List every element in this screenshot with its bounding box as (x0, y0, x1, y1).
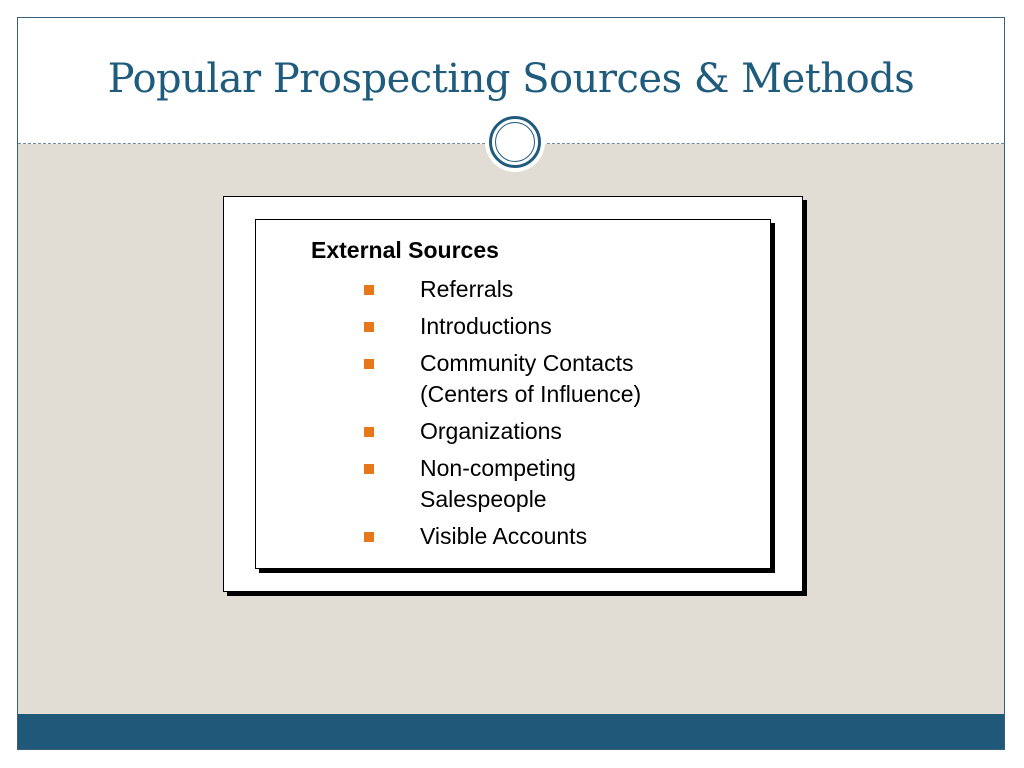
footer-bar (18, 714, 1004, 749)
square-bullet-icon (364, 285, 374, 295)
slide (17, 17, 1005, 750)
bullet-list (364, 274, 694, 558)
circle-ornament-icon (489, 116, 541, 168)
square-bullet-icon (364, 427, 374, 437)
square-bullet-icon (364, 532, 374, 542)
list-item (364, 311, 694, 342)
slide-title: Popular Prospecting Sources & Methods (107, 56, 915, 102)
list-item-label: Introductions (420, 313, 552, 339)
list-item-label: Organizations (420, 418, 562, 444)
list-item (364, 521, 694, 552)
list-item (364, 274, 694, 305)
square-bullet-icon (364, 359, 374, 369)
list-item-label: Non-competing Salespeople (420, 455, 576, 512)
list-item-label: Community Contacts (Centers of Influence) (420, 350, 642, 407)
square-bullet-icon (364, 322, 374, 332)
list-item (364, 348, 694, 410)
square-bullet-icon (364, 464, 374, 474)
section-heading: External Sources (311, 237, 499, 263)
list-item (364, 416, 694, 447)
list-item-label: Visible Accounts (420, 523, 588, 549)
list-item (364, 453, 694, 515)
list-item-label: Referrals (420, 276, 514, 302)
